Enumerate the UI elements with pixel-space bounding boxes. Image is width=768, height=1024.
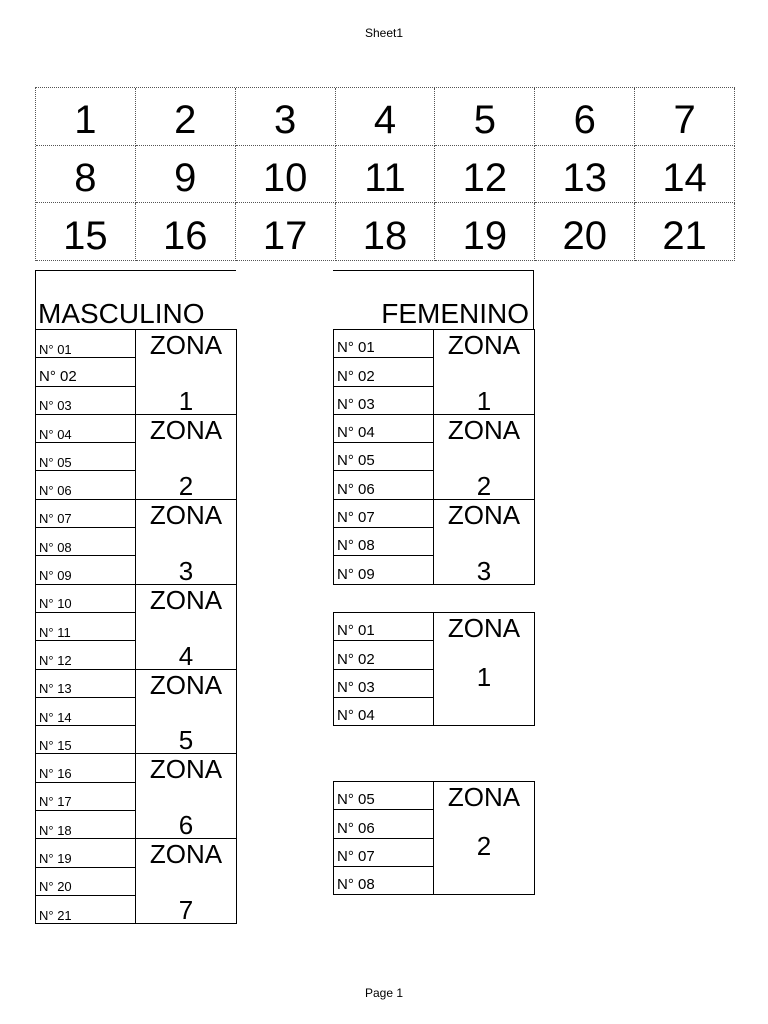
player-cell: N° 16 <box>36 754 136 782</box>
zone-cell: ZONA 7 <box>136 839 237 924</box>
zone-cell: ZONA 2 <box>434 414 535 499</box>
number-cell: 15 <box>36 203 136 261</box>
player-cell: N° 06 <box>334 471 434 499</box>
player-cell: N° 06 <box>36 471 136 499</box>
player-cell: N° 17 <box>36 782 136 810</box>
player-cell: N° 04 <box>334 697 434 725</box>
player-cell: N° 08 <box>334 866 434 894</box>
number-cell: 16 <box>136 203 236 261</box>
player-cell: N° 02 <box>334 358 434 386</box>
zone-cell: ZONA 2 <box>136 414 237 499</box>
player-cell: N° 03 <box>36 386 136 414</box>
player-cell: N° 13 <box>36 669 136 697</box>
number-cell: 2 <box>136 88 236 146</box>
zone-cell: ZONA 2 <box>434 782 535 895</box>
masculino-title-box <box>35 270 236 330</box>
number-cell: 20 <box>535 203 635 261</box>
player-cell: N° 01 <box>36 330 136 358</box>
zone-cell: ZONA 1 <box>136 330 237 415</box>
number-cell: 13 <box>535 146 635 204</box>
player-cell: N° 14 <box>36 697 136 725</box>
number-cell: 17 <box>236 203 336 261</box>
player-cell: N° 05 <box>36 443 136 471</box>
zone-cell: ZONA 3 <box>136 499 237 584</box>
player-cell: N° 20 <box>36 867 136 895</box>
number-cell: 11 <box>336 146 436 204</box>
sheet-title: Sheet1 <box>364 26 404 40</box>
number-cell: 1 <box>36 88 136 146</box>
player-cell: N° 12 <box>36 641 136 669</box>
player-cell: N° 03 <box>334 386 434 414</box>
zone-cell: ZONA 1 <box>434 330 535 415</box>
player-cell: N° 10 <box>36 584 136 612</box>
number-cell: 14 <box>635 146 735 204</box>
number-cell: 21 <box>635 203 735 261</box>
player-cell: N° 05 <box>334 443 434 471</box>
number-cell: 19 <box>435 203 535 261</box>
number-cell: 8 <box>36 146 136 204</box>
number-cell: 9 <box>136 146 236 204</box>
zone-cell: ZONA 4 <box>136 584 237 669</box>
player-cell: N° 01 <box>334 330 434 358</box>
player-cell: N° 04 <box>36 414 136 442</box>
femenino-table <box>333 329 535 585</box>
femenino-alt-table-1 <box>333 612 535 726</box>
number-cell: 10 <box>236 146 336 204</box>
player-cell: N° 02 <box>36 358 136 386</box>
femenino-alt-table-2 <box>333 781 535 895</box>
player-cell: N° 08 <box>36 528 136 556</box>
player-cell: N° 08 <box>334 528 434 556</box>
zone-cell: ZONA 5 <box>136 669 237 754</box>
player-cell: N° 21 <box>36 895 136 923</box>
player-cell: N° 09 <box>36 556 136 584</box>
femenino-title-box <box>333 270 534 330</box>
player-cell: N° 19 <box>36 839 136 867</box>
number-cell: 6 <box>535 88 635 146</box>
player-cell: N° 07 <box>334 499 434 527</box>
player-cell: N° 04 <box>334 414 434 442</box>
player-cell: N° 15 <box>36 726 136 754</box>
player-cell: N° 02 <box>334 641 434 669</box>
number-cell: 4 <box>336 88 436 146</box>
femenino-title: FEMENINO <box>381 298 529 329</box>
masculino-title: MASCULINO <box>38 298 205 329</box>
number-cell: 5 <box>435 88 535 146</box>
player-cell: N° 06 <box>334 810 434 838</box>
player-cell: N° 09 <box>334 556 434 584</box>
number-cell: 12 <box>435 146 535 204</box>
player-cell: N° 01 <box>334 613 434 641</box>
number-cell: 3 <box>236 88 336 146</box>
player-cell: N° 07 <box>36 499 136 527</box>
player-cell: N° 18 <box>36 811 136 839</box>
zone-cell: ZONA 1 <box>434 613 535 726</box>
player-cell: N° 05 <box>334 782 434 810</box>
zone-cell: ZONA 3 <box>434 499 535 584</box>
zone-cell: ZONA 6 <box>136 754 237 839</box>
player-cell: N° 07 <box>334 838 434 866</box>
player-cell: N° 11 <box>36 612 136 640</box>
page-footer: Page 1 <box>364 986 404 1000</box>
player-cell: N° 03 <box>334 669 434 697</box>
number-cell: 18 <box>336 203 436 261</box>
number-cell: 7 <box>635 88 735 146</box>
number-grid <box>35 87 735 261</box>
masculino-table <box>35 329 237 924</box>
